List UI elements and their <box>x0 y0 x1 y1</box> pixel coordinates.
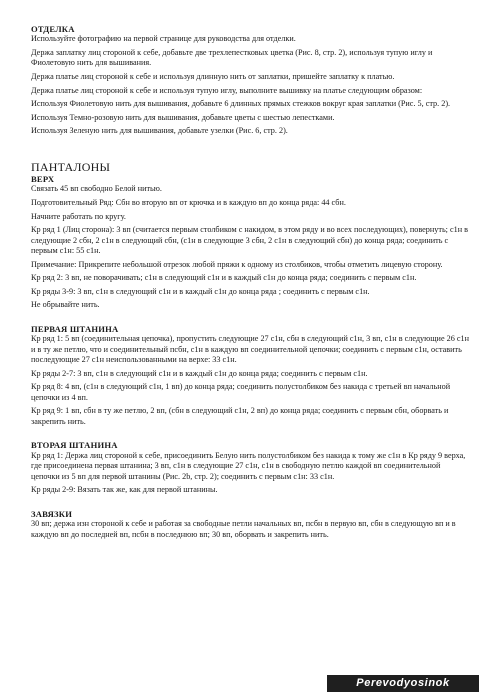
section-title-pantalony: ПАНТАЛОНЫ <box>31 159 111 174</box>
paragraph: Кр ряды 2-7: 3 вп, с1н в следующий с1н и в каждый с1н до конца ряда; соединить с первым с1н. <box>31 368 368 378</box>
paragraph: 30 вп; держа изн стороной к себе и работая за свободные петли начальных вп, псбн в первую вп, сбн в следующую вп и в каждую вп до последней вп, псбн в последнюю вп; 30 вп, оборвать и закрепить нить. <box>31 519 456 539</box>
paragraph: Подготовительный Ряд: Сбн во вторую вп от крючка и в каждую вп до конца ряда: 44 сбн. <box>31 197 346 207</box>
paragraph: Не обрывайте нить. <box>31 300 100 310</box>
paragraph: Держа заплатку лиц стороной к себе, добавьте две трехлепестковых цветка (Рис. 8, стр. 2), используя тупую иглу и Фиолетовую нить для вышивания. <box>31 48 433 68</box>
section-title-first-leg: ПЕРВАЯ ШТАНИНА <box>31 323 119 334</box>
paragraph: Кр ряд 1 (Лиц сторона): 3 вп (считается первым столбиком с накидом, в этом ряду и во всех последующих), повернуть; с1н в следующие 2 сбн, 2 с1н в следующий сбн, (с1н в следующие 3 сбн, 2 с1н в следующий сбн) до конца ряда; соединить с первым с1н: 55 с1н. <box>31 225 469 255</box>
document-page <box>31 24 471 543</box>
paragraph: Держа платье лиц стороной к себе и используя длинную нить от заплатки, пришейте заплатку к платью. <box>31 72 395 81</box>
paragraph: Связать 45 вп свободно Белой нитью. <box>31 184 162 194</box>
paragraph: Кр ряд 8: 4 вп, (с1н в следующий с1н, 1 вп) до конца ряда; соединить полустолбиком без накида с третьей вп начальной цепочки из 4 вп. <box>31 382 451 402</box>
paragraph: Используя Зеленую нить для вышивания, добавьте узелки (Рис. 6, стр. 2). <box>31 126 288 136</box>
paragraph: Кр ряд 2: 3 вп, не поворачивать; с1н в следующий с1н и в каждый с1н до конца ряда; соединить с первым с1н. <box>31 273 417 283</box>
paragraph: Кр ряды 2-9: Вязать так же, как для первой штанины. <box>31 485 218 495</box>
paragraph: Кр ряд 1: 5 вп (соединительная цепочка), пропустить следующие 27 с1н, сбн в следующий с1н, 3 вп, с1н в следующие 26 с1н и в ту же петлю, что и соединительный псбн, с1н в каждую вп соединительной цепочки; соединить с первым с1н, оставить последующие 27 с1н неиспользованными на верхе: 33 с1н. <box>31 334 469 365</box>
paragraph: Используйте фотографию на первой странице для руководства для отделки. <box>31 34 296 44</box>
paragraph: Держа платье лиц стороной к себе и используя тупую иглу, выполните вышивку на платье следующим образом: <box>31 85 423 95</box>
section-title-second-leg: ВТОРАЯ ШТАНИНА <box>31 440 118 451</box>
paragraph: Кр ряд 9: 1 вп, сбн в ту же петлю, 2 вп, (сбн в следующий с1н, 2 вп) до конца ряда; соединить с первым сбн, оборвать и закрепить нить. <box>31 406 449 426</box>
watermark-badge: Perevodyosinok <box>327 675 479 692</box>
section-title-otdelka: ОТДЕЛКА <box>31 24 75 34</box>
section-title-zavyazki: ЗАВЯЗКИ <box>31 508 73 519</box>
paragraph: Используя Темно-розовую нить для вышивания, добавьте цветы с шестью лепестками. <box>31 112 335 122</box>
paragraph: Кр ряды 3-9: 3 вп, с1н в следующий с1н и в каждый с1н до конца ряда ; соединить с первым с1н. <box>31 286 370 296</box>
paragraph: Кр ряд 1: Держа лиц стороной к себе, присоединить Белую нить полустолбиком без накида к тому же с1н в Кр ряду 9 верха, где присоединена первая штанина; 3 вп, с1н в следующие 27 с1н, с1н в свободную петлю каждой вп соединительной цепочки из 5 вп для первой штанины (Рис. 2b, стр. 2); соединить с первым с1н: 33 с1н. <box>31 450 466 481</box>
subsection-title-verh: ВЕРХ <box>31 173 55 184</box>
paragraph: Начните работать по кругу. <box>31 211 126 221</box>
paragraph: Используя Фиолетовую нить для вышивания, добавьте 6 длинных прямых стежков вокруг края заплатки (Рис. 5, стр. 2). <box>31 99 451 109</box>
paragraph: Примечание: Прикрепите небольшой отрезок любой пряжи к одному из столбиков, чтобы отметить лицевую сторону. <box>31 259 443 269</box>
